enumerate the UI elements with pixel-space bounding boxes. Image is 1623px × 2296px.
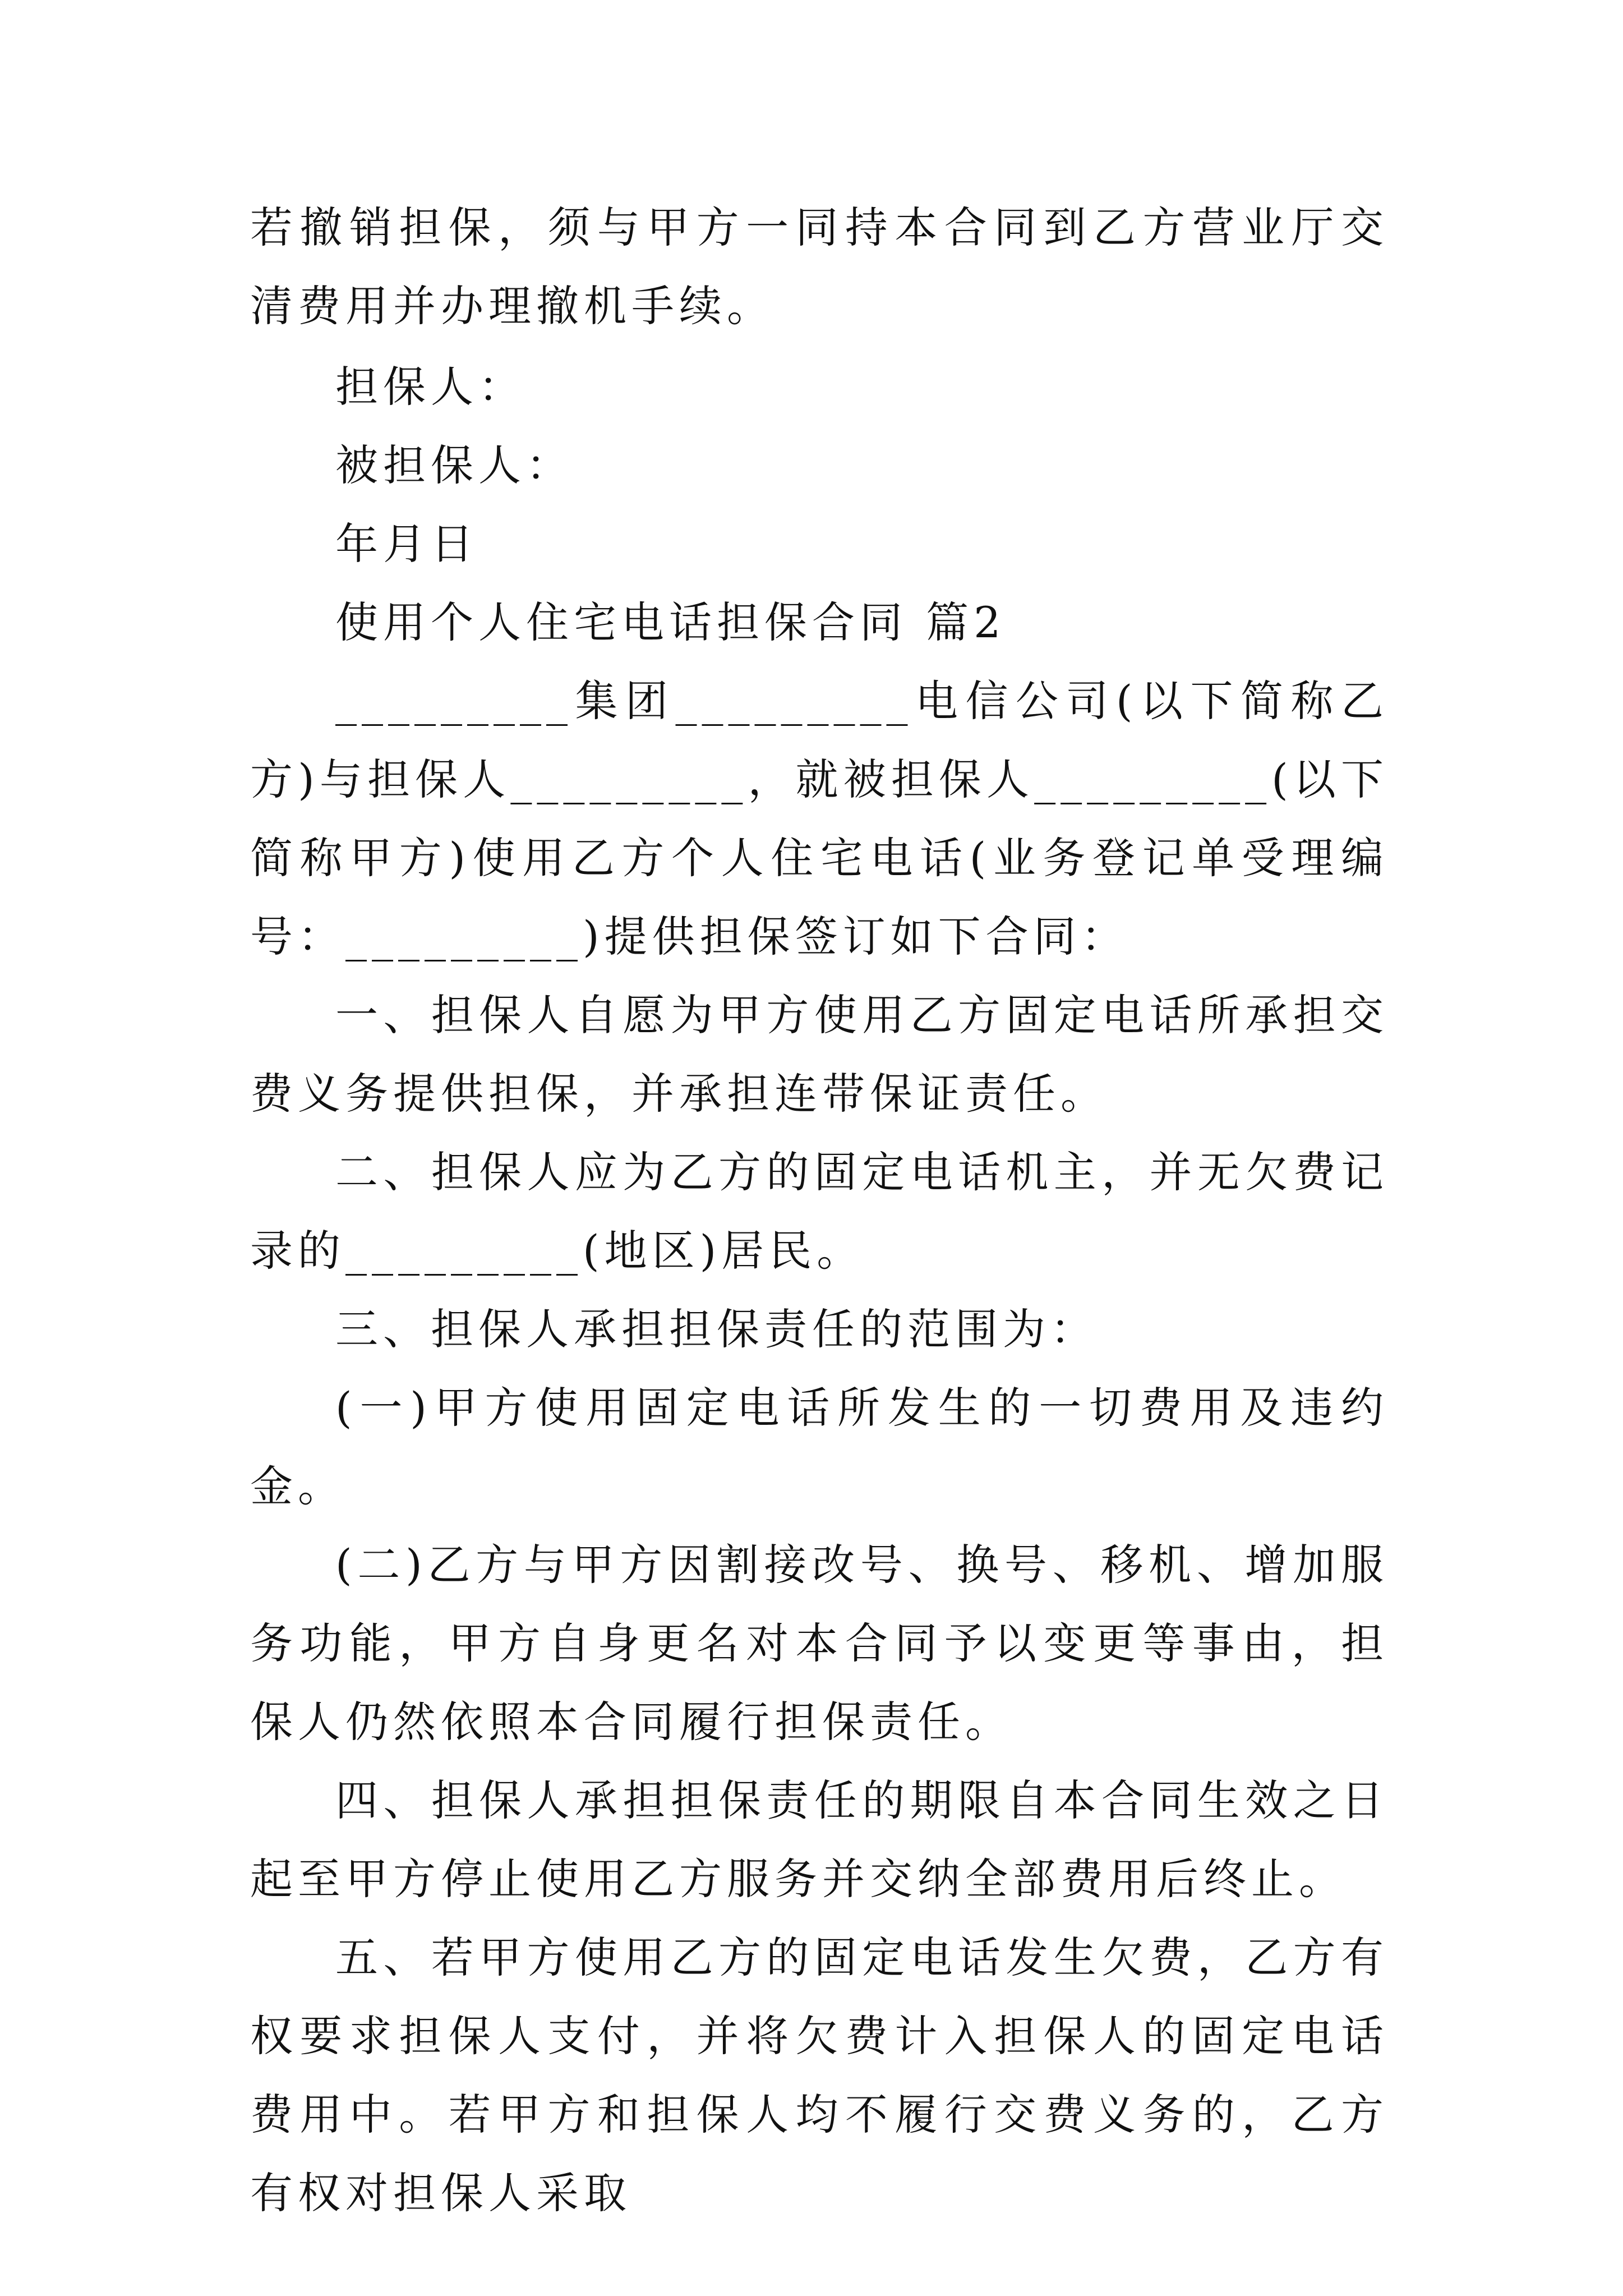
clause-5: 五、若甲方使用乙方的固定电话发生欠费，乙方有权要求担保人支付，并将欠费计入担保人的固定电话费用中。若甲方和担保人均不履行交费义务的，乙方有权对担保人采取 bbox=[250, 1932, 1389, 2218]
guaranteed-party-signature-line: 被担保人： bbox=[335, 440, 574, 490]
document-body bbox=[250, 188, 1389, 2233]
clause-3-item-1: (一)甲方使用固定电话所发生的一切费用及违约金。 bbox=[250, 1383, 1389, 1511]
section-title: 使用个人住宅电话担保合同 篇2 bbox=[335, 597, 1006, 647]
clause-3: 三、担保人承担担保责任的范围为： bbox=[335, 1304, 1098, 1354]
clause-3-item-2: (二)乙方与甲方因割接改号、换号、移机、增加服务功能，甲方自身更名对本合同予以变更等事由，担保人仍然依照本合同履行担保责任。 bbox=[250, 1540, 1389, 1747]
clause-2: 二、担保人应为乙方的固定电话机主，并无欠费记录的_________(地区)居民。 bbox=[250, 1147, 1389, 1276]
contract-preamble: _________集团_________电信公司(以下简称乙方)与担保人_________，就被担保人_________(以下简称甲方)使用乙方个人住宅电话(业务登记单受理编号：_________)提供担保签订如下合同： bbox=[250, 676, 1389, 961]
guarantor-signature-line: 担保人： bbox=[335, 362, 526, 412]
paragraph-cancel-guarantee: 若撤销担保，须与甲方一同持本合同到乙方营业厅交清费用并办理撤机手续。 bbox=[250, 203, 1389, 331]
clause-4: 四、担保人承担担保责任的期限自本合同生效之日起至甲方停止使用乙方服务并交纳全部费用后终止。 bbox=[250, 1775, 1389, 1904]
date-line: 年月日 bbox=[335, 519, 478, 569]
clause-1: 一、担保人自愿为甲方使用乙方固定电话所承担交费义务提供担保，并承担连带保证责任。 bbox=[250, 990, 1389, 1119]
